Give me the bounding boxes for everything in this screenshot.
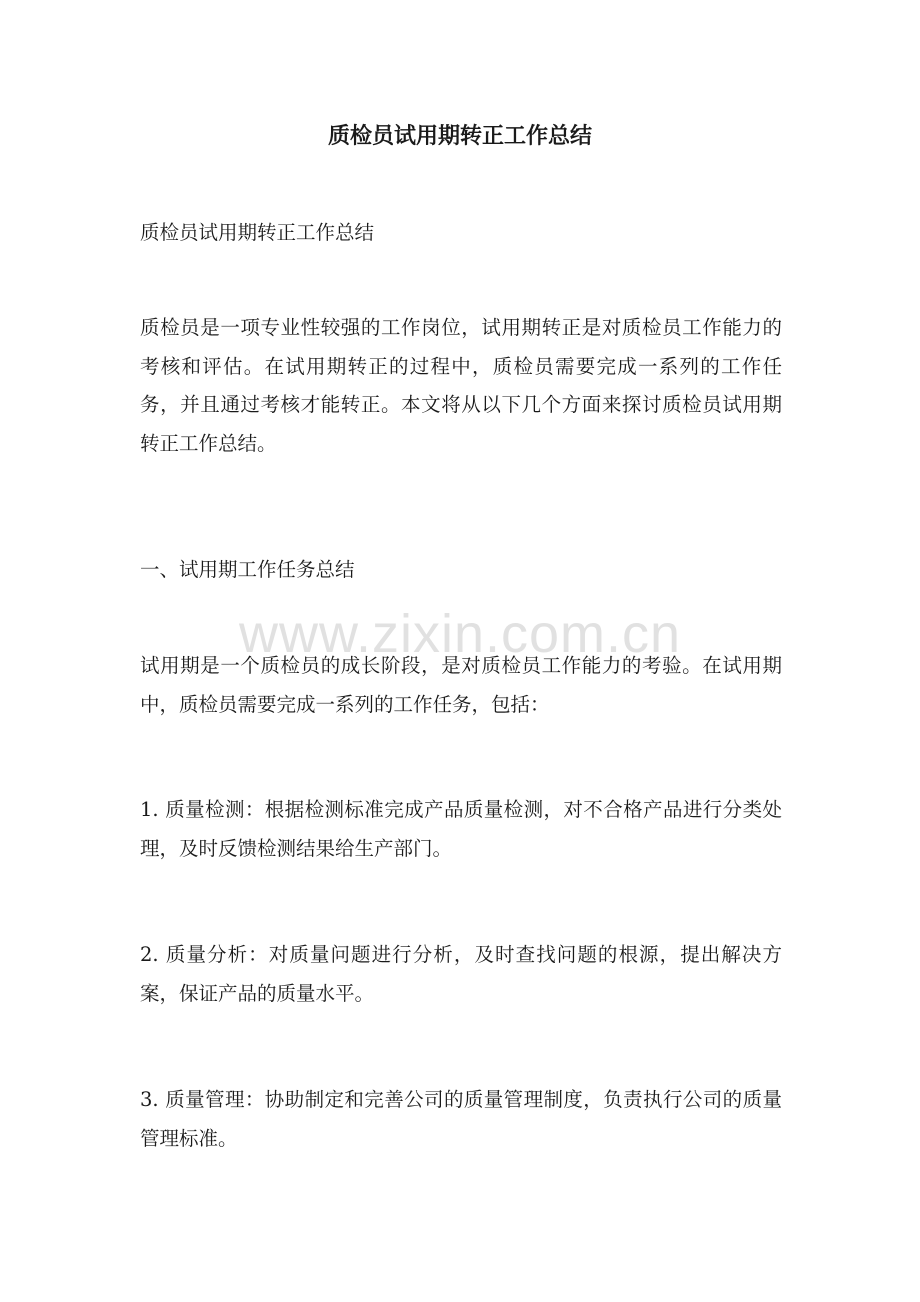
document-title: 质检员试用期转正工作总结 bbox=[327, 123, 592, 149]
section-heading-1: 一、试用期工作任务总结 bbox=[140, 558, 355, 581]
task-item-quality-management: 3. 质量管理：协助制定和完善公司的质量管理制度，负责执行公司的质量管理标准。 bbox=[140, 1088, 782, 1150]
task-item-quality-inspection: 1. 质量检测：根据检测标准完成产品质量检测，对不合格产品进行分类处理，及时反馈检测结果给生产部门。 bbox=[140, 798, 782, 860]
document-subtitle: 质检员试用期转正工作总结 bbox=[140, 221, 375, 244]
watermark: www.zixin.com.cn bbox=[238, 604, 682, 664]
tasks-intro-paragraph: 试用期是一个质检员的成长阶段，是对质检员工作能力的考验。在试用期中，质检员需要完成一系列的工作任务，包括： bbox=[140, 654, 782, 716]
intro-paragraph: 质检员是一项专业性较强的工作岗位，试用期转正是对质检员工作能力的考核和评估。在试用期转正的过程中，质检员需要完成一系列的工作任务，并且通过考核才能转正。本文将从以下几个方面来探讨质检员试用期转正工作总结。 bbox=[140, 316, 782, 455]
task-item-quality-analysis: 2. 质量分析：对质量问题进行分析，及时查找问题的根源，提出解决方案，保证产品的质量水平。 bbox=[140, 943, 782, 1005]
